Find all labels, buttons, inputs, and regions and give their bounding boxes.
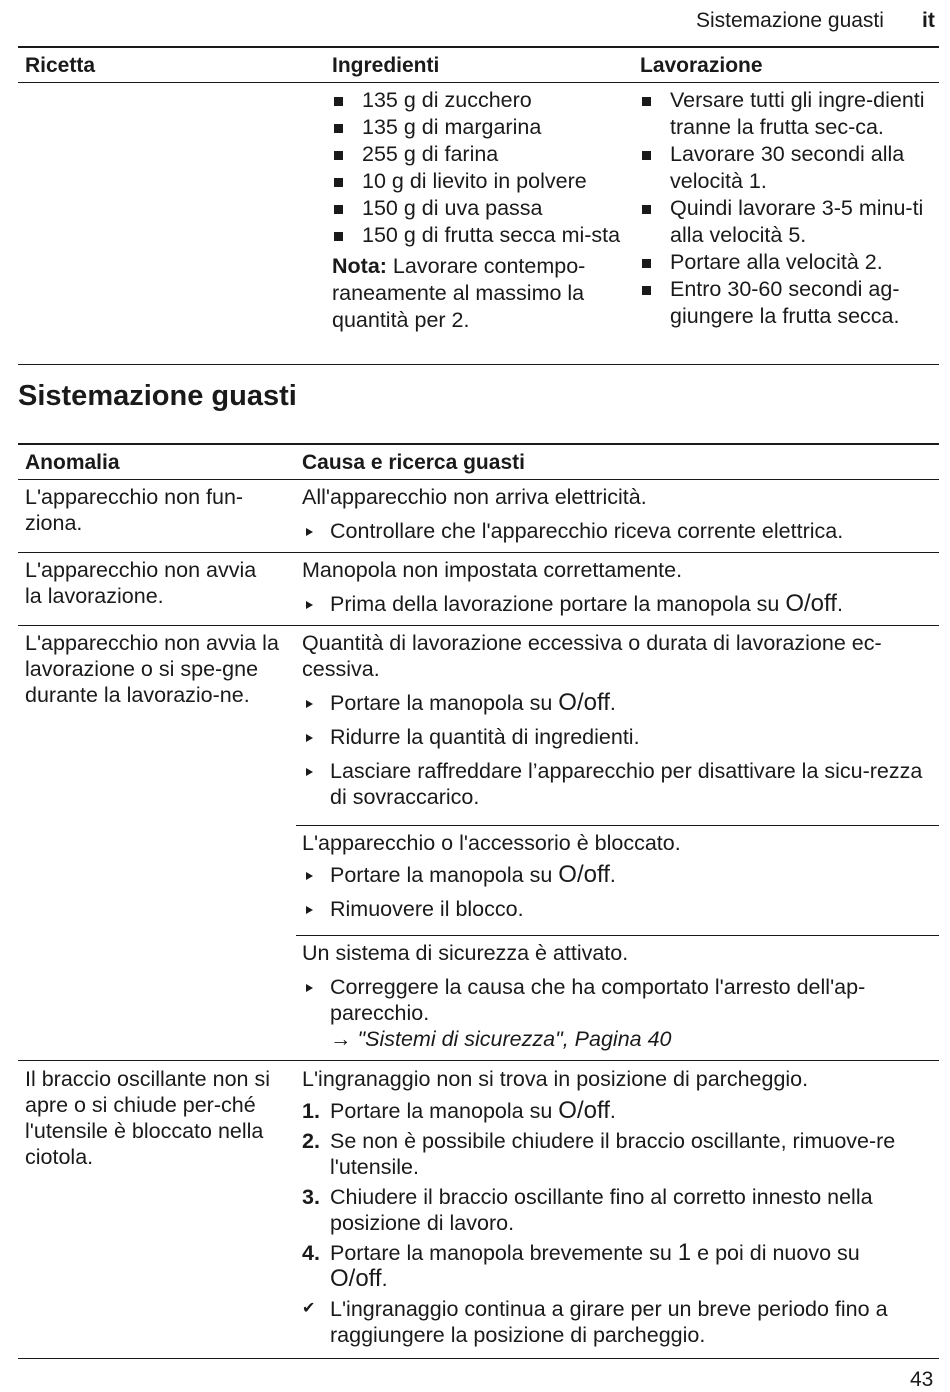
off-symbol: O/off — [558, 1097, 610, 1124]
action-arrow-icon — [302, 724, 324, 750]
xref-arrow-icon: → — [330, 1027, 352, 1051]
ingredient-item: 135 g di margarina — [332, 114, 622, 141]
action-list — [302, 974, 934, 1052]
step-text: Chiudere il braccio oscillante fino al corretto innesto nella posizione di lavoro. — [330, 1185, 873, 1235]
action-arrow-icon — [302, 862, 324, 888]
action-arrow-icon — [302, 591, 324, 617]
processing-step: Quindi lavorare 3-5 minu-ti alla velocità 5. — [640, 195, 935, 249]
action-text: Ridurre la quantità di ingredienti. — [330, 725, 640, 749]
step-text: Portare la manopola brevemente su — [330, 1241, 672, 1265]
cross-reference-link[interactable]: "Sistemi di sicurezza", Pagina 40 — [357, 1027, 672, 1051]
action-arrow-icon — [302, 974, 324, 1000]
page-number: 43 — [910, 1368, 934, 1391]
step-item — [302, 1128, 934, 1180]
off-symbol: O/off — [785, 590, 837, 617]
processing-cell — [640, 87, 935, 330]
action-arrow-icon — [302, 896, 324, 922]
step-item — [302, 1184, 934, 1236]
anomaly-cell: Il braccio oscillante non si apre o si chiude per-ché l'utensile è bloccato nella ciotola. — [25, 1067, 270, 1169]
action-item — [302, 518, 934, 544]
action-text: Controllare che l'apparecchio riceva corrente elettrica. — [330, 519, 844, 543]
step-number: 3. — [302, 1185, 320, 1209]
col-header-anomaly: Anomalia — [25, 451, 120, 474]
cause-cell — [302, 940, 934, 1052]
ingredient-list — [332, 87, 622, 249]
recipe-note — [332, 253, 617, 334]
ingredient-item: 255 g di farina — [332, 141, 622, 168]
action-item — [302, 724, 934, 750]
language-code: it — [922, 9, 935, 32]
action-text: Rimuovere il blocco. — [330, 897, 524, 921]
step-text: Se non è possibile chiudere il braccio oscillante, rimuove-re l'utensile. — [330, 1129, 896, 1179]
header-rule — [18, 82, 939, 83]
action-text: Lasciare raffreddare l’apparecchio per disattivare la sicu-rezza di sovraccarico. — [330, 759, 923, 809]
step-item: 1. Portare la manopola su O/off. — [302, 1097, 616, 1124]
action-list — [302, 591, 934, 617]
sub-row-rule — [296, 935, 939, 936]
ingredient-item: 150 g di uva passa — [332, 195, 622, 222]
processing-step: Entro 30-60 secondi ag-giungere la frutta secca. — [640, 276, 935, 330]
ingredient-item: 150 g di frutta secca mi-sta — [332, 222, 624, 249]
table-bottom-rule — [18, 364, 939, 365]
step-number: 2. — [302, 1129, 320, 1153]
cause-cell — [302, 630, 934, 810]
sub-row-rule — [296, 825, 939, 826]
trouble-header-rule — [18, 479, 939, 480]
action-item — [302, 896, 934, 922]
step-text: Portare la manopola su — [330, 1099, 553, 1123]
trouble-table-top-rule — [18, 443, 939, 445]
processing-step: Versare tutti gli ingre-dienti tranne la frutta sec-ca. — [640, 87, 935, 141]
cause-text: All'apparecchio non arriva elettricità. — [302, 485, 647, 509]
off-symbol: O/off — [558, 689, 610, 716]
processing-step: Lavorare 30 secondi alla velocità 1. — [640, 141, 935, 195]
anomaly-cell: L'apparecchio non fun-ziona. — [25, 485, 244, 535]
action-list — [302, 690, 934, 810]
action-list — [302, 518, 934, 544]
check-icon: ✔ — [302, 1300, 316, 1317]
ingredient-item: 135 g di zucchero — [332, 87, 622, 114]
cause-cell — [302, 557, 934, 617]
col-header-recipe: Ricetta — [25, 54, 96, 77]
col-header-cause: Causa e ricerca guasti — [302, 451, 525, 474]
processing-steps — [640, 87, 935, 330]
col-header-ingredients: Ingredienti — [332, 54, 440, 77]
row-rule — [18, 552, 939, 553]
action-item — [302, 758, 934, 810]
row-rule — [18, 1060, 939, 1061]
action-text: Prima della lavorazione portare la manopola su — [330, 592, 780, 616]
action-item: Prima della lavorazione portare la manopola su O/off. — [302, 591, 934, 617]
cause-text: Manopola non impostata correttamente. — [302, 558, 683, 582]
action-text: Correggere la causa che ha comportato l'arresto dell'ap-parecchio. — [330, 975, 866, 1025]
running-header: Sistemazione guasti — [696, 9, 884, 32]
action-arrow-icon — [302, 690, 324, 716]
step-item: 4. Portare la manopola brevemente su 1 e poi di nuovo su O/off. — [302, 1239, 860, 1292]
processing-step: Portare alla velocità 2. — [640, 249, 935, 276]
ingredients-cell — [332, 87, 622, 334]
anomaly-cell: L'apparecchio non avvia la lavorazione. — [25, 558, 257, 608]
result-text: L'ingranaggio continua a girare per un breve periodo fino a raggiungere la posizione di parcheggio. — [330, 1297, 888, 1347]
cause-text: Un sistema di sicurezza è attivato. — [302, 941, 629, 965]
step-number: 1. — [302, 1099, 320, 1123]
row-rule — [18, 625, 939, 626]
cause-text: L'ingranaggio non si trova in posizione di parcheggio. — [302, 1067, 809, 1091]
note-text: Lavorare contempo-raneamente al massimo la quantità per 2. — [332, 254, 586, 332]
cause-cell — [302, 484, 934, 544]
result-item — [302, 1296, 934, 1348]
action-list — [302, 862, 934, 922]
table-top-rule — [18, 46, 939, 48]
numbered-steps — [302, 1098, 934, 1348]
cause-cell — [302, 830, 934, 922]
action-text: Portare la manopola su — [330, 691, 553, 715]
action-arrow-icon — [302, 518, 324, 544]
action-item — [302, 974, 934, 1052]
action-arrow-icon — [302, 758, 324, 784]
note-label: Nota: — [332, 254, 387, 278]
one-symbol: 1 — [677, 1239, 692, 1266]
section-title: Sistemazione guasti — [18, 380, 297, 412]
step-number: 4. — [302, 1241, 320, 1265]
table-bottom-rule — [18, 1358, 939, 1359]
action-item: Portare la manopola su O/off. — [302, 690, 934, 716]
ingredient-item: 10 g di lievito in polvere — [332, 168, 622, 195]
off-symbol: O/off — [558, 861, 610, 888]
col-header-processing: Lavorazione — [640, 54, 763, 77]
off-symbol: O/off — [330, 1265, 382, 1292]
action-item: Portare la manopola su O/off. — [302, 862, 934, 888]
cause-text: Quantità di lavorazione eccessiva o durata di lavorazione ec-cessiva. — [302, 631, 882, 681]
action-text: Portare la manopola su — [330, 863, 553, 887]
step-text: e poi di nuovo su — [697, 1241, 860, 1265]
cause-text: L'apparecchio o l'accessorio è bloccato. — [302, 831, 681, 855]
cause-cell — [302, 1066, 934, 1348]
anomaly-cell: L'apparecchio non avvia la lavorazione o si spe-gne durante la lavorazio-ne. — [25, 631, 279, 707]
